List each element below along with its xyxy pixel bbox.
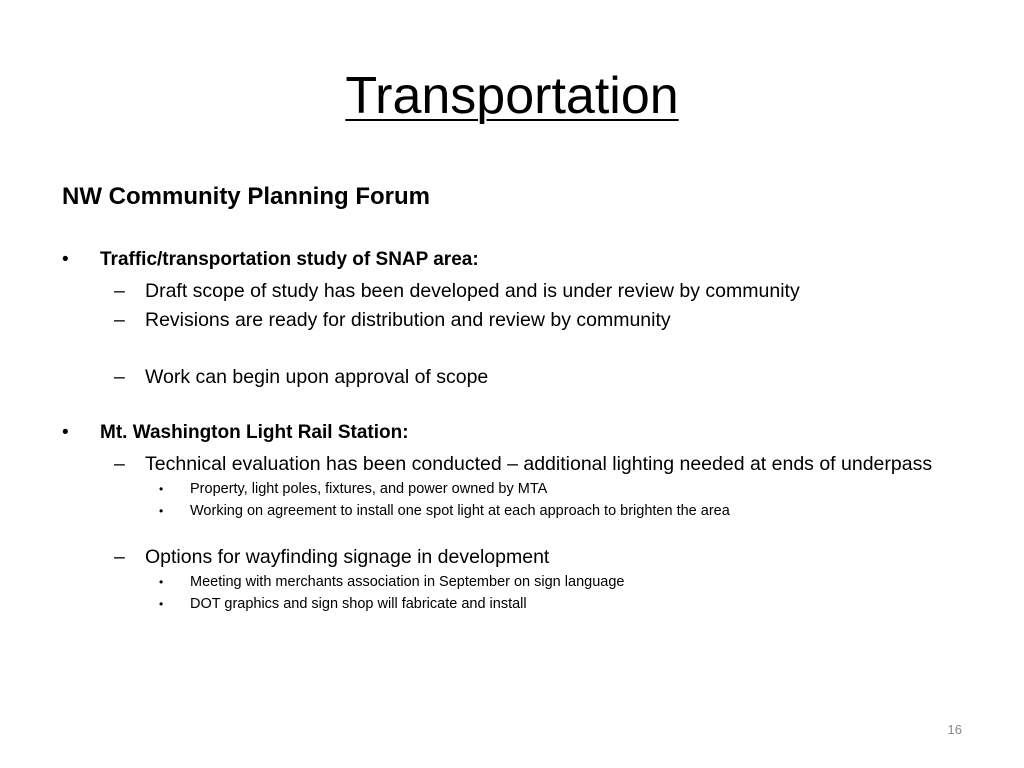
sub-item-wayfinding [62, 546, 962, 569]
bullet-heading: Mt. Washington Light Rail Station: [100, 422, 409, 443]
detail-item-dot-graphics [62, 595, 962, 613]
slide-title: Transportation [345, 67, 679, 125]
bullet-marker: • [62, 422, 69, 443]
detail-item-text: Meeting with merchants association in September on sign language [190, 574, 625, 590]
sub-item-draft-scope [62, 280, 962, 303]
dash-marker: – [114, 453, 125, 475]
bullet-marker: • [159, 504, 164, 518]
detail-item-merchants [62, 573, 962, 591]
sub-item-work-begin [62, 366, 962, 389]
sub-item-revisions [62, 309, 962, 332]
sub-item-text: Technical evaluation has been conducted – additional lighting needed at ends of underpass [145, 453, 933, 475]
bullet-marker: • [159, 482, 164, 496]
sub-item-text: Options for wayfinding signage in development [145, 546, 550, 568]
detail-item-agreement [62, 502, 962, 520]
detail-item-property [62, 480, 962, 498]
detail-item-text: DOT graphics and sign shop will fabricate and install [190, 596, 527, 612]
spacer [62, 520, 962, 540]
bullet-light-rail-station [62, 419, 962, 447]
bullet-heading: Traffic/transportation study of SNAP area: [100, 249, 479, 270]
sub-item-text: Work can begin upon approval of scope [145, 366, 489, 388]
detail-item-text: Property, light poles, fixtures, and power owned by MTA [190, 481, 548, 497]
spacer [62, 332, 962, 360]
bullet-traffic-study [62, 246, 962, 274]
dash-marker: – [114, 280, 125, 302]
dash-marker: – [114, 309, 125, 331]
dash-marker: – [114, 546, 125, 568]
sub-item-text: Revisions are ready for distribution and review by community [145, 309, 671, 331]
dash-marker: – [114, 366, 125, 388]
sub-item-technical-evaluation [62, 453, 962, 476]
slide-subtitle: NW Community Planning Forum [62, 183, 430, 210]
bullet-marker: • [159, 597, 164, 611]
slide-content [62, 246, 962, 613]
sub-item-text: Draft scope of study has been developed and is under review by community [145, 280, 800, 302]
detail-item-text: Working on agreement to install one spot light at each approach to brighten the area [190, 503, 730, 519]
bullet-marker: • [62, 249, 69, 270]
page-number: 16 [947, 722, 962, 737]
bullet-marker: • [159, 575, 164, 589]
spacer [62, 389, 962, 419]
